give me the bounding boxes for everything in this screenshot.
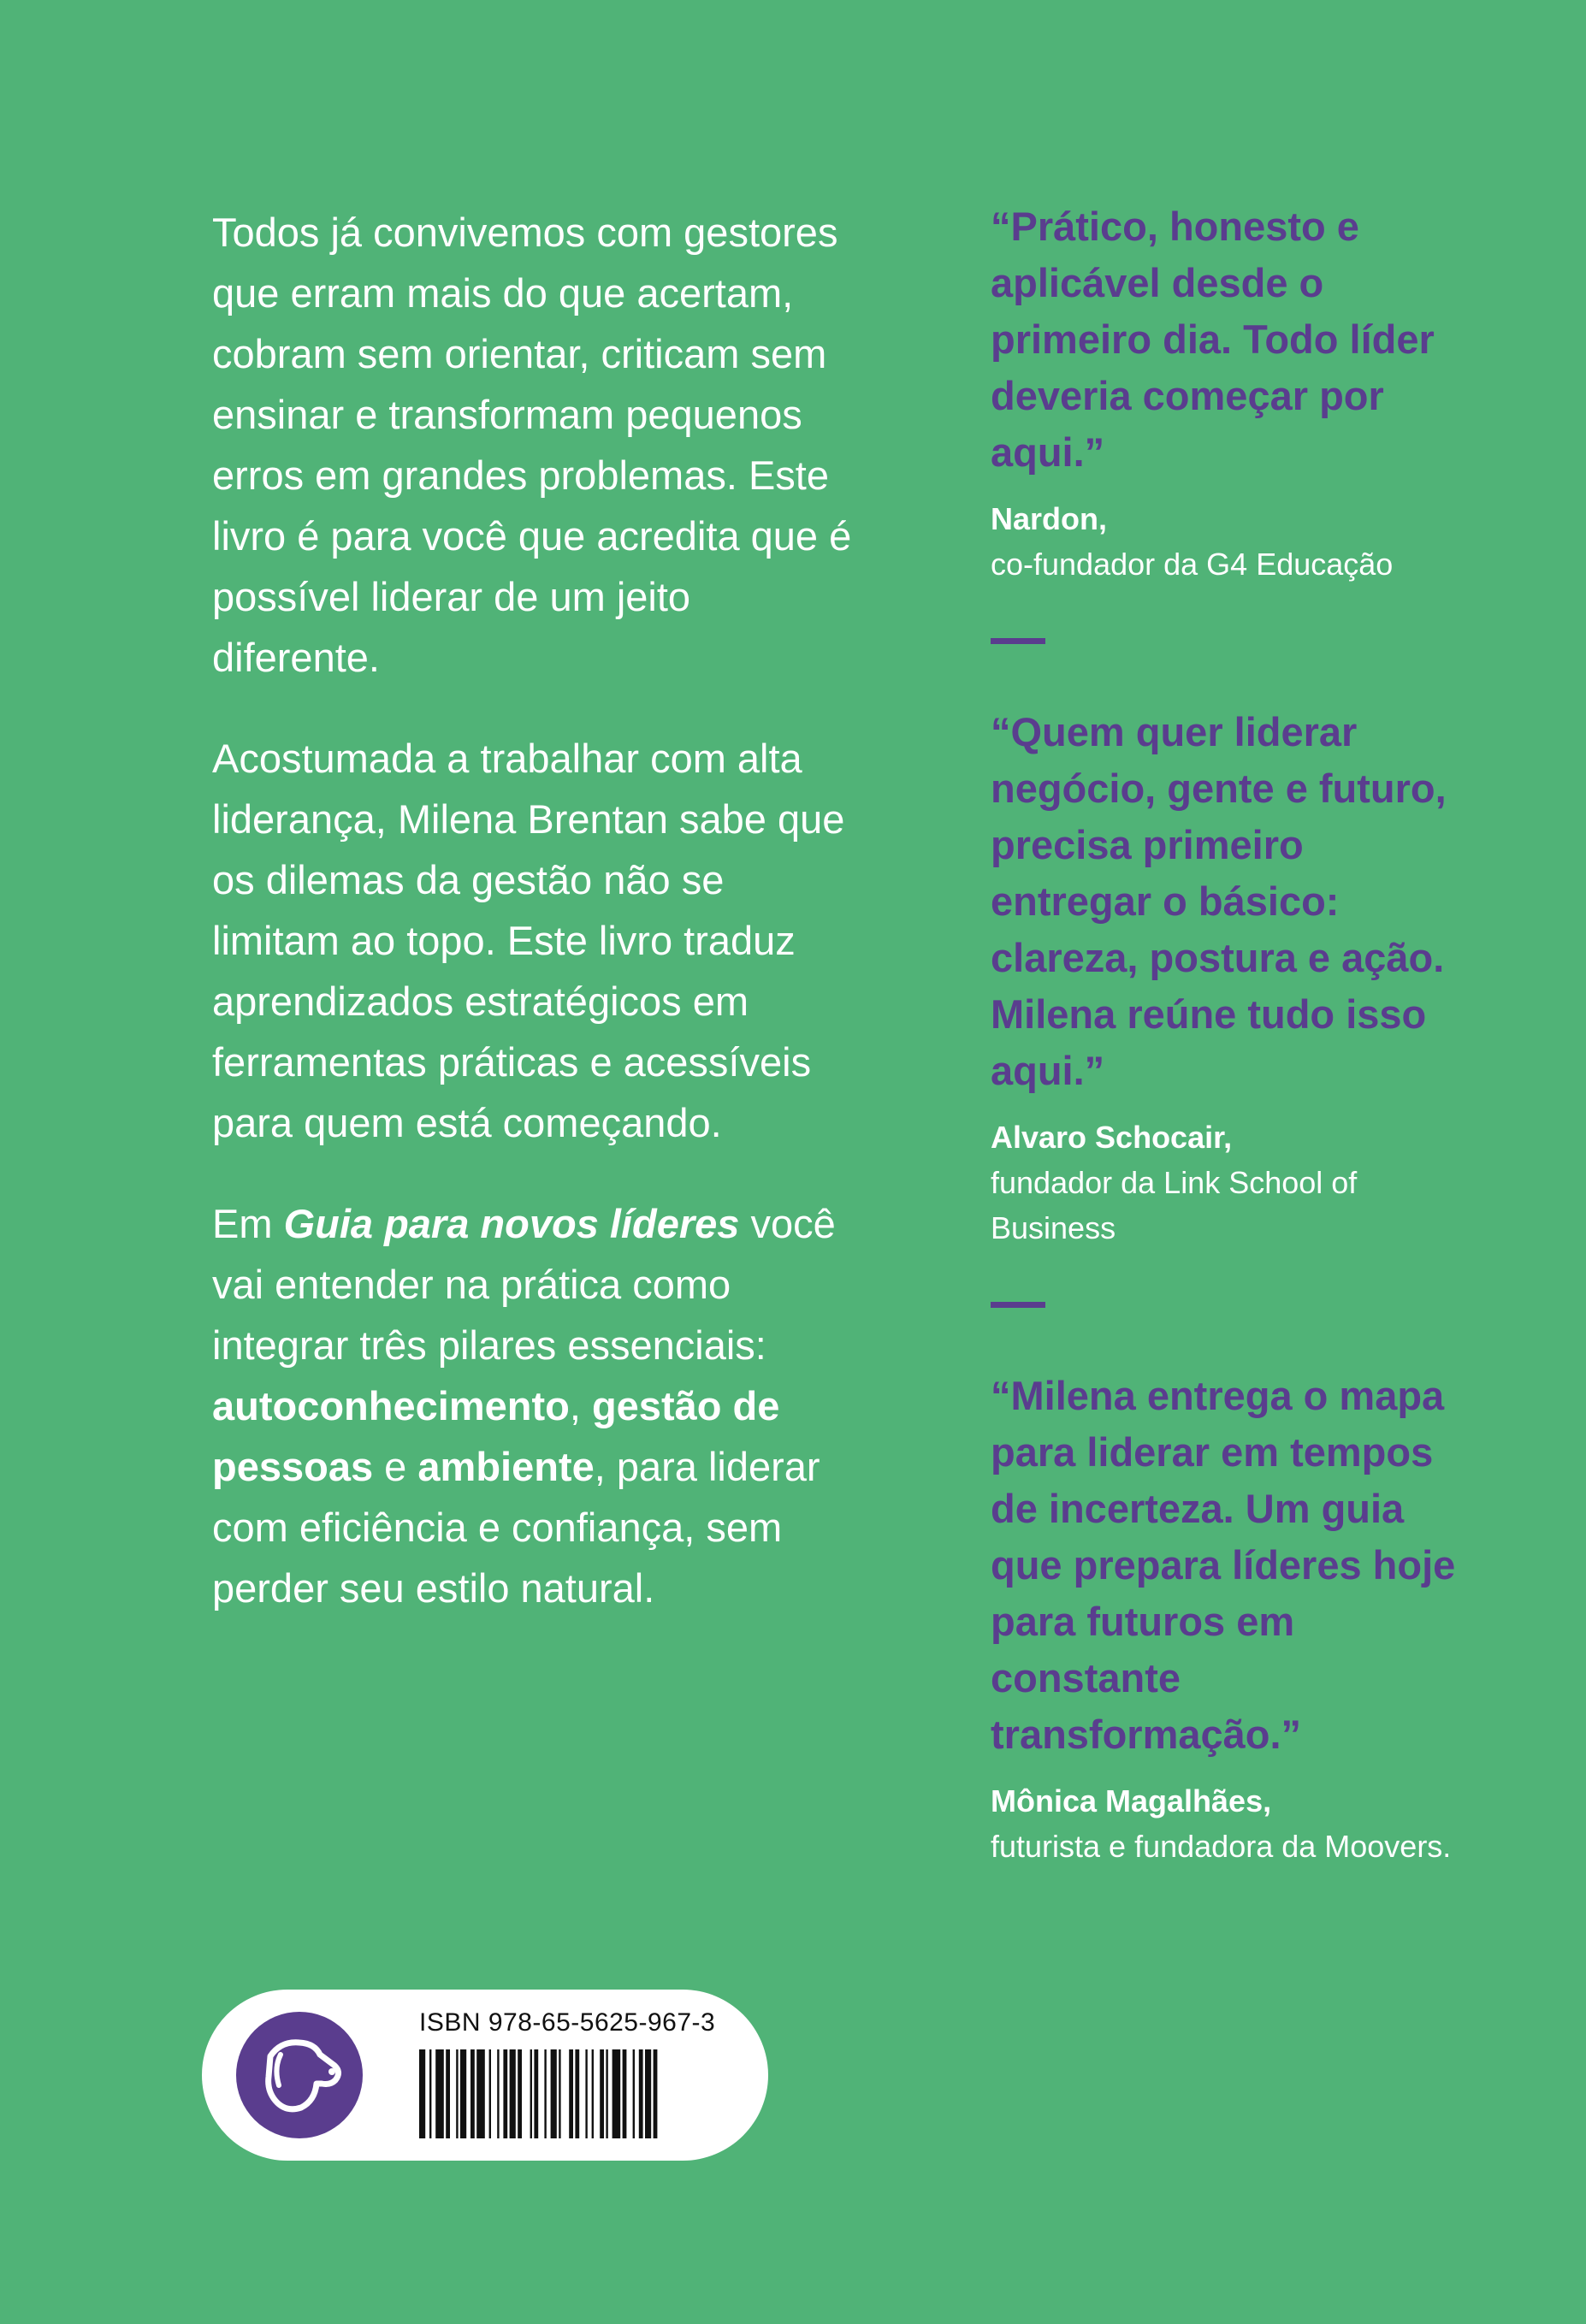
- endorsement-quote: “Prático, honesto e aplicável desde o primeiro dia. Todo líder deveria começar por aqui.”: [991, 204, 1435, 475]
- synopsis-paragraph-1: Todos já convivemos com gestores que erram mais do que acertam, cobram sem orientar, criticam sem ensinar e transformam pequenos erros em grandes problemas. Este livro é para você que acredita que é possível liderar de um jeito diferente.: [212, 210, 852, 680]
- isbn-number: ISBN 978-65-5625-967-3: [419, 2008, 716, 2037]
- divider: [991, 1302, 1045, 1308]
- endorsement-author: [991, 1778, 1470, 1869]
- pillar-ambiente: ambiente: [417, 1444, 595, 1489]
- divider: [991, 638, 1045, 644]
- synopsis-paragraph-2: Acostumada a trabalhar com alta liderança, Milena Brentan sabe que os dilemas da gestão não se limitam ao topo. Este livro traduz aprendizados estratégicos em ferramentas práticas e acessíveis para quem está começando.: [212, 736, 845, 1145]
- p3-sep1: ,: [569, 1383, 592, 1428]
- endorsement-author: [991, 1115, 1470, 1251]
- book-title: Guia para novos líderes: [283, 1201, 740, 1246]
- author-name: Nardon,: [991, 501, 1108, 536]
- endorsement: [991, 1368, 1470, 1869]
- author-role: co-fundador da G4 Educação: [991, 547, 1394, 582]
- p3-middle: você vai entender na prática como integrar três pilares essenciais:: [212, 1201, 836, 1368]
- endorsement: [991, 704, 1470, 1251]
- author-role: futurista e fundadora da Moovers.: [991, 1829, 1452, 1864]
- endorsements: [991, 198, 1470, 1869]
- p3-prefix: Em: [212, 1201, 284, 1246]
- endorsement: [991, 198, 1470, 587]
- barcode: [419, 2049, 684, 2138]
- dog-head-icon: [236, 2012, 363, 2138]
- author-role: fundador da Link School of Business: [991, 1165, 1358, 1245]
- endorsement-quote: “Quem quer liderar negócio, gente e futuro, precisa primeiro entregar o básico: clareza, postura e ação. Milena reúne tudo isso aqui.”: [991, 709, 1447, 1093]
- endorsement-author: [991, 496, 1470, 587]
- pillar-autoconhecimento: autoconhecimento: [212, 1383, 570, 1428]
- author-name: Alvaro Schocair,: [991, 1120, 1233, 1155]
- pillar-gestao-de-pessoas: gestão de pessoas: [212, 1383, 780, 1489]
- p3-sep2: e: [373, 1444, 418, 1489]
- p3-suffix: , para liderar com eficiência e confiança, sem perder seu estilo natural.: [212, 1444, 820, 1611]
- isbn-block: [202, 1990, 768, 2161]
- endorsement-quote: “Milena entrega o mapa para liderar em tempos de incerteza. Um guia que prepara líderes hoje para futuros em constante transformação.”: [991, 1373, 1456, 1757]
- synopsis: [212, 202, 862, 1659]
- synopsis-paragraph-3: [212, 1193, 862, 1618]
- author-name: Mônica Magalhães,: [991, 1783, 1272, 1818]
